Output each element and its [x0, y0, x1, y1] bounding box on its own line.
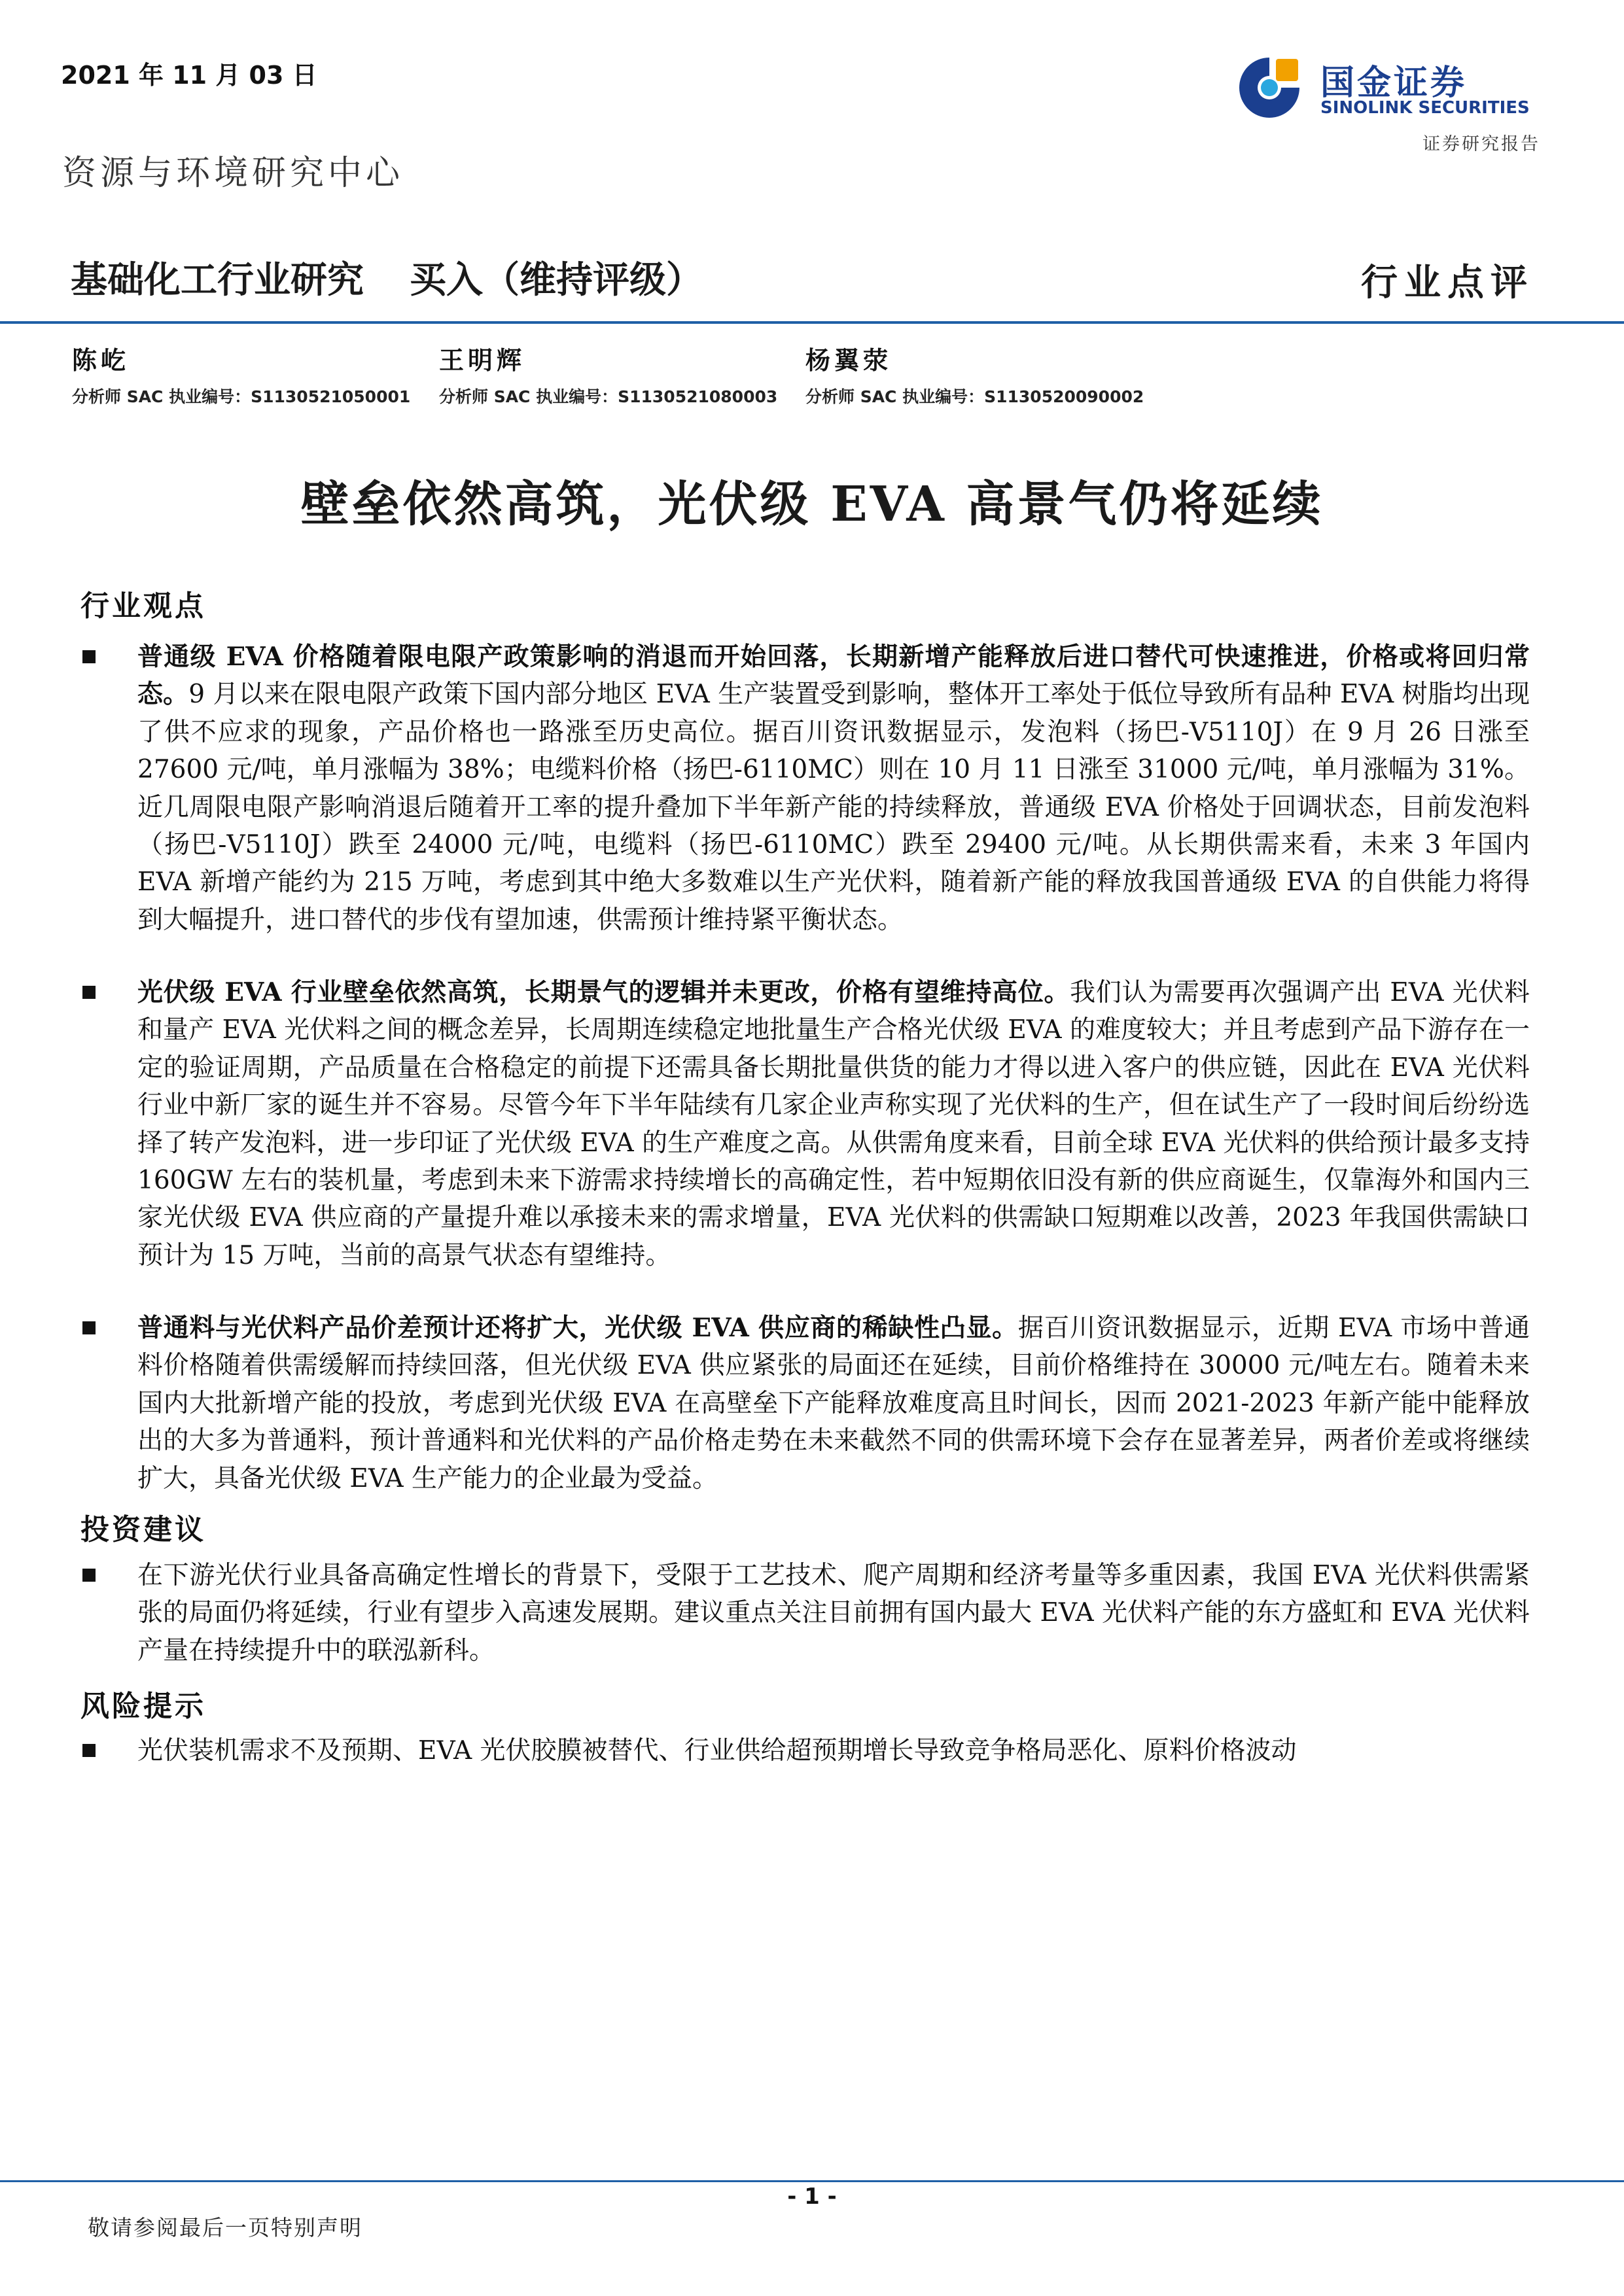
analyst-id: 分析师 SAC 执业编号：S1130520090002 [805, 387, 1144, 406]
bullet-text: 在下游光伏行业具备高确定性增长的背景下，受限于工艺技术、爬产周期和经济考量等多重因素，我国 EVA 光伏料供需紧张的局面仍将延续，行业有望步入高速发展期。建议重点关注目前拥有国内最大 EVA 光伏料产能的东方盛虹和 EVA 光伏料产量在持续提升中的联泓新科。 [137, 1561, 1530, 1665]
section-heading-risk: 风险提示 [80, 1690, 206, 1723]
report-title: 壁垒依然高筑，光伏级 EVA 高景气仍将延续 [300, 476, 1324, 532]
company-logo [1235, 52, 1544, 126]
analyst-card [72, 340, 410, 408]
rating-label: 买入（维持评级） [410, 259, 703, 302]
footer-divider [0, 2180, 1624, 2182]
list-item [77, 1732, 1530, 1769]
bullet-text: 光伏装机需求不及预期、EVA 光伏胶膜被替代、行业供给超预期增长导致竞争格局恶化、原料价格波动 [137, 1736, 1297, 1765]
analyst-card [439, 340, 777, 408]
industry-label: 基础化工行业研究 [71, 259, 364, 302]
bullet-text: 普通料与光伏料产品价差预计还将扩大，光伏级 EVA 供应商的稀缺性凸显。据百川资讯数据显示，近期 EVA 市场中普通料价格随着供需缓解而持续回落，但光伏级 EVA 供应紧张的局面还在延续，目前价格维持在 30000 元/吨左右。随着未来国内大批新增产能的投放，考虑到光伏级 EVA 在高壁垒下产能释放难度高且时间长，因而 2021-2023 年新产能中能释放出的大多为普通料，预计普通料和光伏料的产品价格走势在未来截然不同的供需环境下会存在显著差异，两者价差或将继续扩大，具备光伏级 EVA 生产能力的企业最为受益。 [137, 1313, 1530, 1493]
sinolink-logo-icon [1235, 54, 1303, 122]
bullet-text: 普通级 EVA 价格随着限电限产政策影响的消退而开始回落，长期新增产能释放后进口替代可快速推进，价格或将回归常态。9 月以来在限电限产政策下国内部分地区 EVA 生产装置受到影响，整体开工率处于低位导致所有品种 EVA 树脂均出现了供不应求的现象，产品价格也一路涨至历史高位。据百川资讯数据显示，发泡料（扬巴-V5110J）在 9 月 26 日涨至 27600 元/吨，单月涨幅为 38%；电缆料价格（扬巴-6110MC）则在 10 月 11 日涨至 31000 元/吨，单月涨幅为 31%。近几周限电限产影响消退后随着开工率的提升叠加下半年新产能的持续释放，普通级 EVA 价格处于回调状态，目前发泡料（扬巴-V5110J）跌至 24000 元/吨，电缆料（扬巴-6110MC）跌至 29400 元/吨。从长期供需来看，未来 3 年国内 EVA 新增产能约为 215 万吨，考虑到其中绝大多数难以生产光伏料，随着新产能的释放我国普通级 EVA 的自供能力将得到大幅提升，进口替代的步伐有望加速，供需预计维持紧平衡状态。 [137, 642, 1530, 935]
bullet-text: 光伏级 EVA 行业壁垒依然高筑，长期景气的逻辑并未更改，价格有望维持高位。我们认为需要再次强调产出 EVA 光伏料和量产 EVA 光伏料之间的概念差异，长周期连续稳定地批量生产合格光伏级 EVA 的难度较大；并且考虑到产品下游存在一定的验证周期，产品质量在合格稳定的前提下还需具备长期批量供货的能力才得以进入客户的供应链，因此在 EVA 光伏料行业中新厂家的诞生并不容易。尽管今年下半年陆续有几家企业声称实现了光伏料的生产，但在试生产了一段时间后纷纷选择了转产发泡料，进一步印证了光伏级 EVA 的生产难度之高。从供需角度来看，目前全球 EVA 光伏料的供给预计最多支持 160GW 左右的装机量，考虑到未来下游需求持续增长的高确定性，若中短期依旧没有新的供应商诞生，仅靠海外和国内三家光伏级 EVA 供应商的产量提升难以承接未来的需求增量，EVA 光伏料的供需缺口短期难以改善，2023 年我国供需缺口预计为 15 万吨，当前的高景气状态有望维持。 [137, 977, 1530, 1270]
research-center: 资源与环境研究中心 [62, 154, 404, 193]
list-item [77, 1310, 1530, 1497]
section-heading-investment: 投资建议 [80, 1513, 206, 1546]
list-item [77, 638, 1530, 939]
list-item [77, 1557, 1530, 1669]
list-item [77, 974, 1530, 1274]
report-category: 行业点评 [1361, 261, 1534, 304]
analyst-name: 王明辉 [439, 346, 526, 375]
analyst-id: 分析师 SAC 执业编号：S1130521080003 [439, 387, 778, 406]
analyst-name: 杨翼荥 [805, 346, 892, 375]
analyst-id: 分析师 SAC 执业编号：S1130521050001 [72, 387, 411, 406]
page-number: - 1 - [787, 2183, 837, 2210]
bullet-icon [82, 650, 96, 663]
header-divider [0, 321, 1624, 324]
bullet-icon [82, 1569, 96, 1582]
section-heading-viewpoint: 行业观点 [80, 589, 206, 623]
report-type-label: 证券研究报告 [1422, 134, 1540, 154]
report-date: 2021 年 11 月 03 日 [61, 61, 317, 90]
footer-disclaimer: 敬请参阅最后一页特别声明 [88, 2215, 362, 2240]
header-industry-rating [71, 251, 703, 304]
bullet-icon [82, 986, 96, 999]
logo-name-en: SINOLINK SECURITIES [1320, 98, 1530, 118]
bullet-icon [82, 1744, 96, 1757]
analyst-name: 陈屹 [72, 346, 130, 375]
analyst-card [805, 340, 1144, 408]
logo-name-cn: 国金证券 [1320, 63, 1468, 103]
bullet-icon [82, 1321, 96, 1334]
